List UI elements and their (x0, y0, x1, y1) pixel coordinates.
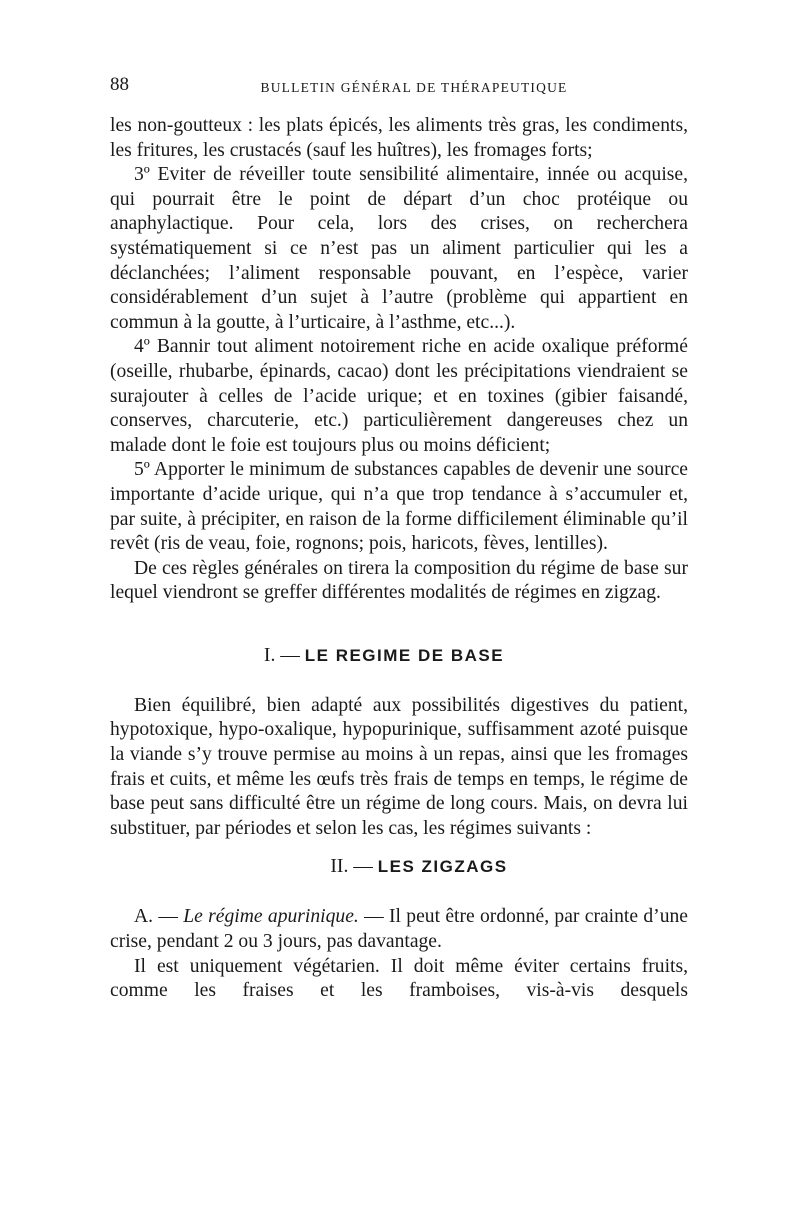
paragraph-rule-4: 4º Bannir tout aliment notoirement riche en acide oxalique préformé (oseille, rhubarbe, épinards, cacao) dont les précipitations viendraient se surajouter à celles de l’acide urique; et en toxines (gibier faisandé, conserves, charcuterie, etc.) particulièrement dangereuses chez un malade dont le foie est toujours plus ou moins déficient; (110, 336, 688, 456)
section-numeral: I. — (263, 644, 300, 666)
section-numeral: II. — (330, 856, 373, 878)
paragraph-regime-apurinique (110, 905, 688, 954)
section-title: LE REGIME DE BASE (304, 645, 505, 665)
page-number: 88 (110, 74, 129, 95)
section-heading-zigzags (110, 855, 688, 879)
subsection-label: A. — (134, 906, 178, 928)
paragraph-continuation: les non-goutteux : les plats épicés, les aliments très gras, les condiments, les fritures, les crustacés (sauf les huîtres), les fromages forts; (110, 115, 688, 161)
paragraph-regime-de-base: Bien équilibré, bien adapté aux possibilités digestives du patient, hypotoxique, hypo-oxalique, hypopurinique, suffisamment azoté puisque la viande s’y trouve permise au moins à un repas, ainsi que les fromages frais et cuits, et même les œufs très frais de temps en temps, le régime de base peut sans difficulté être un régime de long cours. Mais, on devra lui substituer, par périodes et selon les cas, les régimes suivants : (110, 694, 688, 839)
section-title: LES ZIGZAGS (377, 857, 508, 877)
running-title: BULLETIN GÉNÉRAL DE THÉRAPEUTIQUE (260, 80, 568, 95)
document-page (110, 74, 688, 1004)
running-header (110, 74, 688, 100)
subsection-text: — Il peut être ordonné, par crainte d’une crise, pendant 2 ou 3 jours, pas davantage. (110, 906, 688, 953)
paragraph-rule-5: 5º Apporter le minimum de substances capables de devenir une source importante d’acide urique, qui n’a que trop tendance à s’accumuler et, par suite, à précipiter, en raison de la forme difficilement éliminable qu’il revêt (ris de veau, foie, rognons; pois, haricots, fèves, lentilles). (110, 459, 688, 555)
subsection-title: Le régime apurinique. (183, 906, 359, 928)
paragraph-general-rules: De ces règles générales on tirera la composition du régime de base sur lequel viendront se greffer différentes modalités de régimes en zigzag. (110, 557, 688, 604)
paragraph-rule-3: 3º Eviter de réveiller toute sensibilité alimentaire, innée ou acquise, qui pourrait être le point de départ d’un choc protéique ou anaphylactique. Pour cela, lors des crises, on recherchera systématiquement si ce n’est pas un aliment particulier qui les a déclanchées; l’aliment responsable pouvant, en l’espèce, varier considérablement d’un sujet à l’autre (problème qui appartient en commun à la goutte, à l’urticaire, à l’asthme, etc...). (110, 164, 688, 333)
section-heading-regime-de-base (110, 644, 688, 668)
paragraph-vegetarien: Il est uniquement végétarien. Il doit même éviter certains fruits, comme les fraises et les framboises, vis-à-vis desquels (110, 955, 688, 1002)
